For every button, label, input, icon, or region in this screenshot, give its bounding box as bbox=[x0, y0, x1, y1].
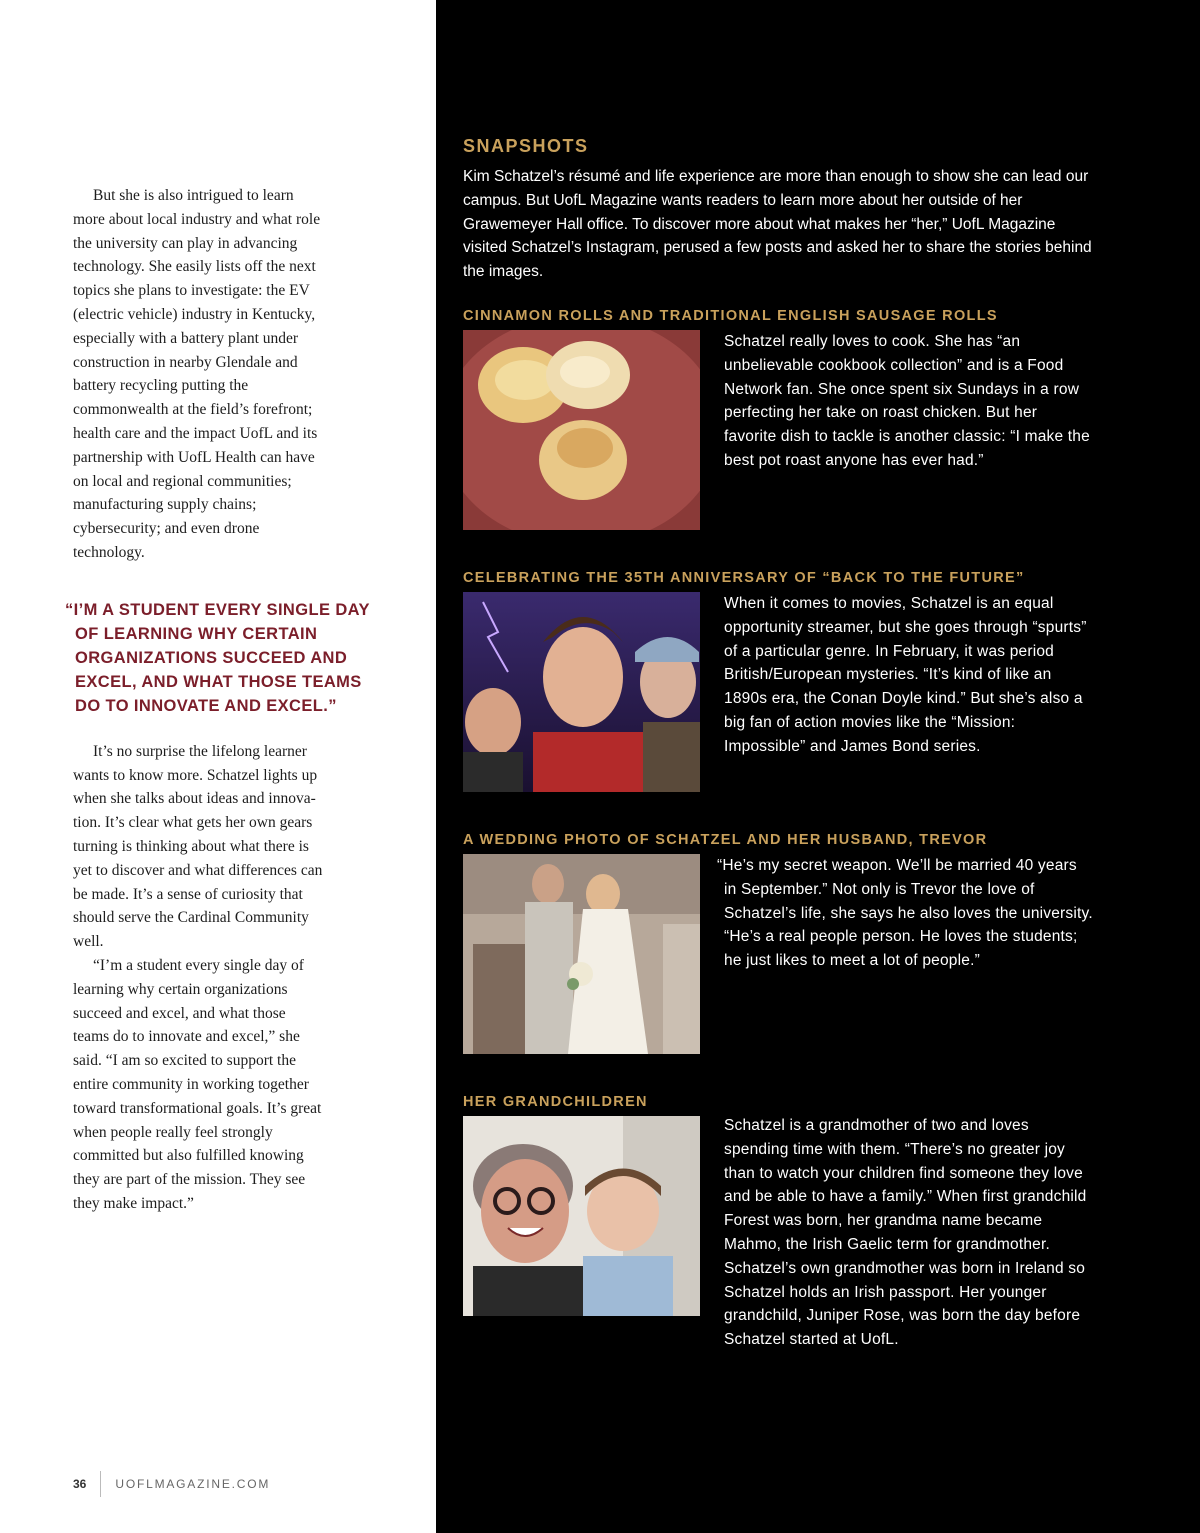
snapshot-grandchildren bbox=[463, 1092, 1093, 1352]
section-title: HER GRANDCHILDREN bbox=[463, 1093, 648, 1110]
section-text: When it comes to movies, Schatzel is an equal opportunity streamer, but she goes through “spurts” of a particular genre. In February, it was period British/European mysteries. “It’s kind of like an 1890s era, the Conan Doyle kind.” But she’s also a big fan of action movies like the “Mission: Impossible” and James Bond series. bbox=[724, 594, 1087, 755]
wedding-photo bbox=[463, 854, 700, 1054]
left-column bbox=[65, 184, 370, 1216]
page-number: 36 bbox=[73, 1477, 87, 1491]
section-title: CELEBRATING THE 35TH ANNIVERSARY OF “BACK TO THE FUTURE” bbox=[463, 569, 1025, 586]
movie-photo bbox=[463, 592, 700, 792]
snapshot-wedding bbox=[463, 830, 1093, 1054]
body-paragraph: But she is also intrigued to learn more about local industry and what role the university can play in advancing technology. She easily lists off the next topics she plans to investigate: the EV (electric vehicle) industry in Kentucky, especially with a battery plant under construction in nearby Glendale and battery recycling putting the commonwealth at the field’s forefront; health care and the impact UofL and its partnership with UofL Health can have on local and regional communities; manufacturing supply chains; cybersecurity; and even drone technology. bbox=[73, 187, 321, 561]
body-paragraph: “I’m a student every single day of learning why certain organizations succeed and excel, and what those teams do to innovate and excel,” she said. “I am so excited to support the entire community in working together toward transformational goals. It’s great when people really feel strongly committed but also fulfilled knowing they are part of the mission. They see they make impact.” bbox=[73, 956, 322, 1212]
snapshots-panel bbox=[436, 0, 1200, 1533]
body-paragraph: It’s no surprise the lifelong learner wants to know more. Schatzel lights up when she talks about ideas and innova-tion. It’s clear what gets her own gears turning is thinking about what there is yet to discover and what differences can be made. It’s a sense of curiosity that should serve the Cardinal Community well. bbox=[73, 742, 323, 951]
pull-quote: “I’M A STUDENT EVERY SINGLE DAY OF LEARNING WHY CERTAIN ORGANIZATIONS SUCCEED AND EXCEL, AND WHAT THOSE TEAMS DO TO INNOVATE AND EXCEL.” bbox=[65, 600, 370, 715]
section-text: Schatzel really loves to cook. She has “an unbelievable cookbook collection” and is a Food Network fan. She once spent six Sundays in a row perfecting her take on roast chicken. But her favorite dish to tackle is another classic: “I make the best pot roast anyone has ever had.” bbox=[724, 332, 1090, 469]
footer-divider bbox=[100, 1471, 101, 1497]
food-photo bbox=[463, 330, 700, 530]
section-text: “He’s my secret weapon. We’ll be married 40 years in September.” Not only is Trevor the love of Schatzel’s life, she says he also loves the university. “He’s a real people person. He loves the students; he just likes to meet a lot of people.” bbox=[717, 856, 1093, 970]
snapshot-food bbox=[463, 306, 1093, 530]
grandchildren-photo bbox=[463, 1116, 700, 1316]
section-text: Schatzel is a grandmother of two and loves spending time with them. “There’s no greater joy than to watch your children find someone they love and be able to have a family.” When first grandchild Forest was born, her grandma name became Mahmo, the Irish Gaelic term for grandmother. Schatzel’s own grandmother was born in Ireland so Schatzel holds an Irish passport. Her younger grandchild, Juniper Rose, was born the day before Schatzel started at UofL. bbox=[724, 1116, 1087, 1349]
footer-site-link[interactable]: UOFLMAGAZINE.COM bbox=[115, 1477, 271, 1491]
page-footer bbox=[73, 1471, 270, 1497]
section-title: A WEDDING PHOTO OF SCHATZEL AND HER HUSBAND, TREVOR bbox=[463, 831, 988, 848]
section-title: CINNAMON ROLLS AND TRADITIONAL ENGLISH SAUSAGE ROLLS bbox=[463, 307, 998, 324]
snapshots-intro: Kim Schatzel’s résumé and life experience are more than enough to show she can lead our campus. But UofL Magazine wants readers to learn more about her outside of her Grawemeyer Hall office. To discover more about what makes her “her,” UofL Magazine visited Schatzel’s Instagram, perused a few posts and asked her to share the stories behind the images. bbox=[463, 168, 1092, 281]
snapshot-movie bbox=[463, 568, 1093, 792]
snapshots-title: SNAPSHOTS bbox=[463, 136, 589, 156]
